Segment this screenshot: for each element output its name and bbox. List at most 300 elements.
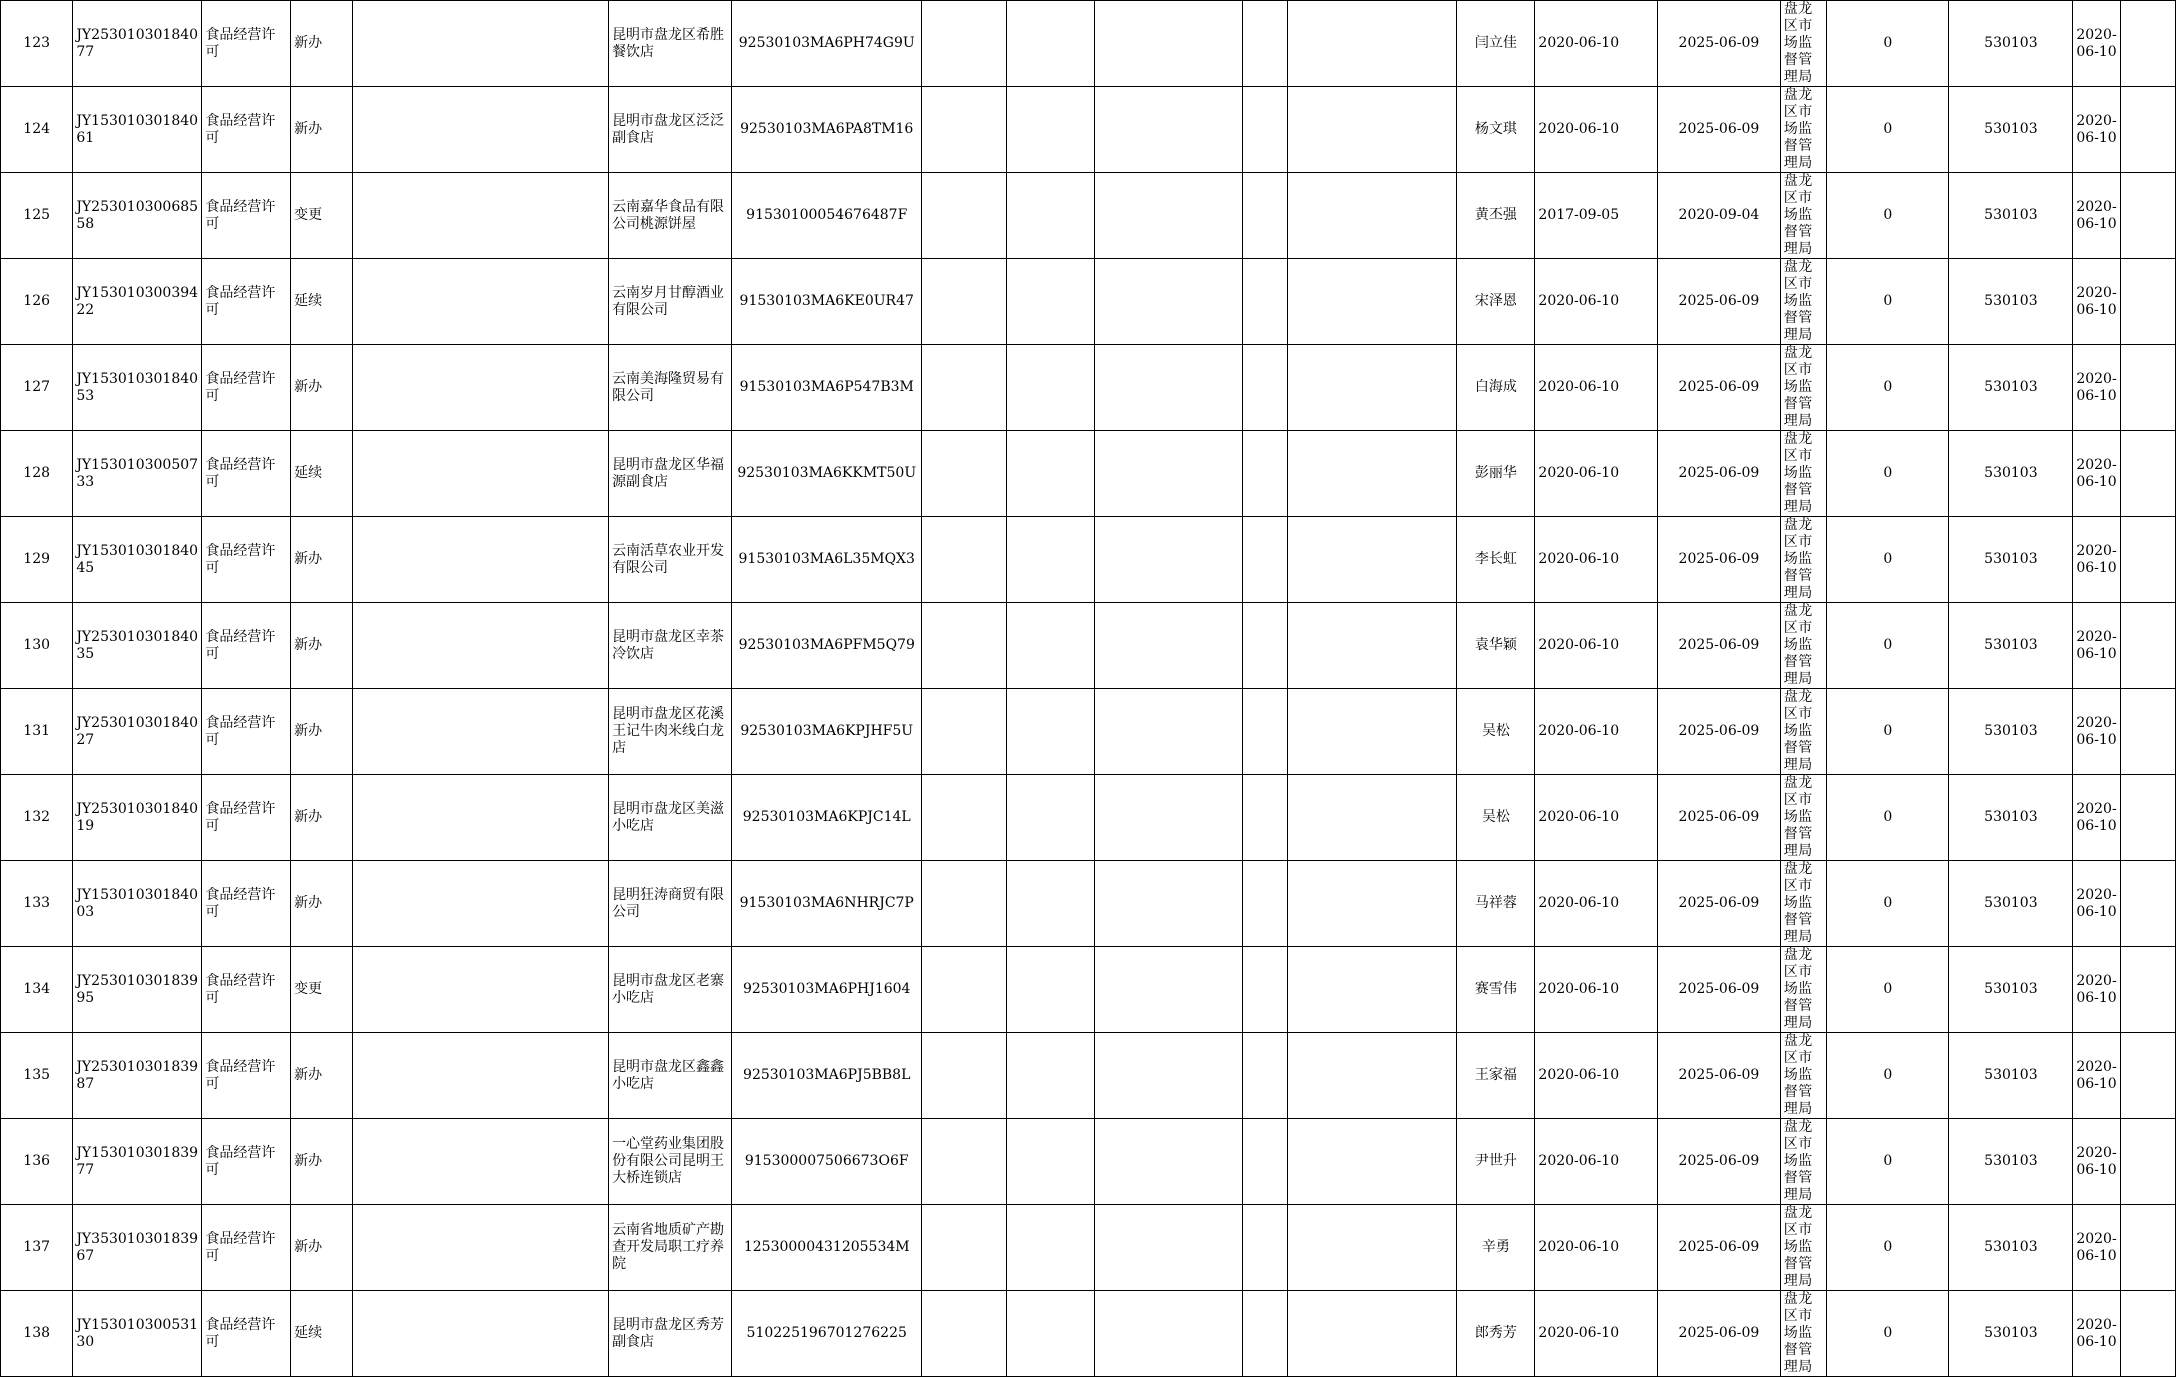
application-type-cell[interactable]: 变更 bbox=[291, 173, 353, 259]
status-cell[interactable]: 0 bbox=[1827, 1, 1949, 87]
business-name-cell[interactable]: 昆明市盘龙区希胜餐饮店 bbox=[609, 1, 732, 87]
credit-code-cell[interactable]: 91530103MA6P547B3M bbox=[732, 345, 922, 431]
business-name-cell[interactable]: 昆明市盘龙区鑫鑫小吃店 bbox=[609, 1033, 732, 1119]
decision-date-cell[interactable]: 2020-06-10 bbox=[2073, 1205, 2120, 1291]
empty-cell[interactable] bbox=[1095, 431, 1243, 517]
area-code-cell[interactable]: 530103 bbox=[1949, 345, 2073, 431]
empty-cell[interactable] bbox=[2120, 775, 2175, 861]
row-number-cell[interactable]: 127 bbox=[1, 345, 73, 431]
empty-cell[interactable] bbox=[1242, 1033, 1287, 1119]
issuing-authority-cell[interactable]: 盘龙区市场监督管理局 bbox=[1780, 431, 1827, 517]
credit-code-cell[interactable]: 92530103MA6KPJC14L bbox=[732, 775, 922, 861]
empty-cell[interactable] bbox=[1242, 259, 1287, 345]
empty-cell[interactable] bbox=[1288, 517, 1457, 603]
area-code-cell[interactable]: 530103 bbox=[1949, 603, 2073, 689]
valid-to-cell[interactable]: 2025-06-09 bbox=[1658, 517, 1781, 603]
license-category-cell[interactable]: 食品经营许可 bbox=[202, 173, 291, 259]
issuing-authority-cell[interactable]: 盘龙区市场监督管理局 bbox=[1780, 173, 1827, 259]
credit-code-cell[interactable]: 92530103MA6PA8TM16 bbox=[732, 87, 922, 173]
legal-person-cell[interactable]: 闫立佳 bbox=[1457, 1, 1535, 87]
empty-cell[interactable] bbox=[1006, 1205, 1095, 1291]
decision-date-cell[interactable]: 2020-06-10 bbox=[2073, 1, 2120, 87]
valid-to-cell[interactable]: 2025-06-09 bbox=[1658, 689, 1781, 775]
decision-date-cell[interactable]: 2020-06-10 bbox=[2073, 259, 2120, 345]
decision-date-cell[interactable]: 2020-06-10 bbox=[2073, 345, 2120, 431]
status-cell[interactable]: 0 bbox=[1827, 603, 1949, 689]
license-category-cell[interactable]: 食品经营许可 bbox=[202, 431, 291, 517]
legal-person-cell[interactable]: 李长虹 bbox=[1457, 517, 1535, 603]
business-name-cell[interactable]: 昆明市盘龙区美滋小吃店 bbox=[609, 775, 732, 861]
empty-cell[interactable] bbox=[2120, 861, 2175, 947]
application-type-cell[interactable]: 延续 bbox=[291, 1291, 353, 1377]
issuing-authority-cell[interactable]: 盘龙区市场监督管理局 bbox=[1780, 1119, 1827, 1205]
valid-to-cell[interactable]: 2025-06-09 bbox=[1658, 775, 1781, 861]
empty-cell[interactable] bbox=[1095, 1033, 1243, 1119]
empty-cell[interactable] bbox=[1006, 173, 1095, 259]
application-type-cell[interactable]: 新办 bbox=[291, 345, 353, 431]
status-cell[interactable]: 0 bbox=[1827, 87, 1949, 173]
empty-cell[interactable] bbox=[1006, 517, 1095, 603]
decision-date-cell[interactable]: 2020-06-10 bbox=[2073, 689, 2120, 775]
valid-to-cell[interactable]: 2025-06-09 bbox=[1658, 603, 1781, 689]
business-name-cell[interactable]: 昆明市盘龙区老寨小吃店 bbox=[609, 947, 732, 1033]
license-number-cell[interactable]: JY15301030053130 bbox=[73, 1291, 202, 1377]
empty-cell[interactable] bbox=[1288, 345, 1457, 431]
license-number-cell[interactable]: JY25301030068558 bbox=[73, 173, 202, 259]
empty-cell[interactable] bbox=[1288, 431, 1457, 517]
empty-cell[interactable] bbox=[1095, 1205, 1243, 1291]
empty-cell[interactable] bbox=[353, 1291, 609, 1377]
row-number-cell[interactable]: 133 bbox=[1, 861, 73, 947]
credit-code-cell[interactable]: 92530103MA6PFM5Q79 bbox=[732, 603, 922, 689]
empty-cell[interactable] bbox=[1095, 345, 1243, 431]
license-category-cell[interactable]: 食品经营许可 bbox=[202, 689, 291, 775]
legal-person-cell[interactable]: 王家福 bbox=[1457, 1033, 1535, 1119]
application-type-cell[interactable]: 延续 bbox=[291, 259, 353, 345]
license-category-cell[interactable]: 食品经营许可 bbox=[202, 517, 291, 603]
issuing-authority-cell[interactable]: 盘龙区市场监督管理局 bbox=[1780, 1205, 1827, 1291]
valid-to-cell[interactable]: 2025-06-09 bbox=[1658, 1, 1781, 87]
application-type-cell[interactable]: 新办 bbox=[291, 689, 353, 775]
valid-from-cell[interactable]: 2020-06-10 bbox=[1535, 1119, 1658, 1205]
empty-cell[interactable] bbox=[1095, 947, 1243, 1033]
empty-cell[interactable] bbox=[2120, 345, 2175, 431]
status-cell[interactable]: 0 bbox=[1827, 431, 1949, 517]
legal-person-cell[interactable]: 马祥蓉 bbox=[1457, 861, 1535, 947]
valid-to-cell[interactable]: 2020-09-04 bbox=[1658, 173, 1781, 259]
area-code-cell[interactable]: 530103 bbox=[1949, 1205, 2073, 1291]
row-number-cell[interactable]: 124 bbox=[1, 87, 73, 173]
empty-cell[interactable] bbox=[1242, 431, 1287, 517]
empty-cell[interactable] bbox=[2120, 1, 2175, 87]
valid-from-cell[interactable]: 2020-06-10 bbox=[1535, 431, 1658, 517]
empty-cell[interactable] bbox=[1242, 861, 1287, 947]
area-code-cell[interactable]: 530103 bbox=[1949, 517, 2073, 603]
empty-cell[interactable] bbox=[1006, 689, 1095, 775]
empty-cell[interactable] bbox=[1242, 173, 1287, 259]
valid-from-cell[interactable]: 2020-06-10 bbox=[1535, 1033, 1658, 1119]
license-number-cell[interactable]: JY35301030183967 bbox=[73, 1205, 202, 1291]
issuing-authority-cell[interactable]: 盘龙区市场监督管理局 bbox=[1780, 689, 1827, 775]
empty-cell[interactable] bbox=[1288, 1033, 1457, 1119]
valid-from-cell[interactable]: 2020-06-10 bbox=[1535, 775, 1658, 861]
empty-cell[interactable] bbox=[1095, 173, 1243, 259]
status-cell[interactable]: 0 bbox=[1827, 689, 1949, 775]
area-code-cell[interactable]: 530103 bbox=[1949, 947, 2073, 1033]
empty-cell[interactable] bbox=[1095, 1, 1243, 87]
empty-cell[interactable] bbox=[2120, 947, 2175, 1033]
legal-person-cell[interactable]: 彭丽华 bbox=[1457, 431, 1535, 517]
legal-person-cell[interactable]: 宋泽恩 bbox=[1457, 259, 1535, 345]
empty-cell[interactable] bbox=[2120, 1119, 2175, 1205]
decision-date-cell[interactable]: 2020-06-10 bbox=[2073, 1033, 2120, 1119]
application-type-cell[interactable]: 新办 bbox=[291, 1, 353, 87]
valid-to-cell[interactable]: 2025-06-09 bbox=[1658, 87, 1781, 173]
status-cell[interactable]: 0 bbox=[1827, 173, 1949, 259]
status-cell[interactable]: 0 bbox=[1827, 861, 1949, 947]
application-type-cell[interactable]: 新办 bbox=[291, 1033, 353, 1119]
empty-cell[interactable] bbox=[2120, 517, 2175, 603]
row-number-cell[interactable]: 135 bbox=[1, 1033, 73, 1119]
area-code-cell[interactable]: 530103 bbox=[1949, 1, 2073, 87]
empty-cell[interactable] bbox=[2120, 1033, 2175, 1119]
valid-to-cell[interactable]: 2025-06-09 bbox=[1658, 259, 1781, 345]
empty-cell[interactable] bbox=[1095, 1291, 1243, 1377]
row-number-cell[interactable]: 128 bbox=[1, 431, 73, 517]
issuing-authority-cell[interactable]: 盘龙区市场监督管理局 bbox=[1780, 1291, 1827, 1377]
business-name-cell[interactable]: 昆明市盘龙区泛泛副食店 bbox=[609, 87, 732, 173]
valid-to-cell[interactable]: 2025-06-09 bbox=[1658, 1033, 1781, 1119]
decision-date-cell[interactable]: 2020-06-10 bbox=[2073, 775, 2120, 861]
status-cell[interactable]: 0 bbox=[1827, 259, 1949, 345]
credit-code-cell[interactable]: 12530000431205534M bbox=[732, 1205, 922, 1291]
empty-cell[interactable] bbox=[1095, 517, 1243, 603]
row-number-cell[interactable]: 136 bbox=[1, 1119, 73, 1205]
empty-cell[interactable] bbox=[922, 517, 1007, 603]
credit-code-cell[interactable]: 92530103MA6PH74G9U bbox=[732, 1, 922, 87]
empty-cell[interactable] bbox=[1006, 947, 1095, 1033]
area-code-cell[interactable]: 530103 bbox=[1949, 861, 2073, 947]
valid-to-cell[interactable]: 2025-06-09 bbox=[1658, 431, 1781, 517]
business-name-cell[interactable]: 昆明市盘龙区幸茶冷饮店 bbox=[609, 603, 732, 689]
empty-cell[interactable] bbox=[2120, 1205, 2175, 1291]
valid-to-cell[interactable]: 2025-06-09 bbox=[1658, 1205, 1781, 1291]
empty-cell[interactable] bbox=[1006, 861, 1095, 947]
legal-person-cell[interactable]: 吴松 bbox=[1457, 775, 1535, 861]
empty-cell[interactable] bbox=[1288, 861, 1457, 947]
row-number-cell[interactable]: 123 bbox=[1, 1, 73, 87]
license-number-cell[interactable]: JY25301030184077 bbox=[73, 1, 202, 87]
row-number-cell[interactable]: 138 bbox=[1, 1291, 73, 1377]
empty-cell[interactable] bbox=[1242, 1, 1287, 87]
empty-cell[interactable] bbox=[922, 947, 1007, 1033]
legal-person-cell[interactable]: 郎秀芳 bbox=[1457, 1291, 1535, 1377]
valid-to-cell[interactable]: 2025-06-09 bbox=[1658, 1291, 1781, 1377]
empty-cell[interactable] bbox=[353, 1033, 609, 1119]
area-code-cell[interactable]: 530103 bbox=[1949, 431, 2073, 517]
decision-date-cell[interactable]: 2020-06-10 bbox=[2073, 861, 2120, 947]
license-category-cell[interactable]: 食品经营许可 bbox=[202, 603, 291, 689]
empty-cell[interactable] bbox=[1095, 87, 1243, 173]
issuing-authority-cell[interactable]: 盘龙区市场监督管理局 bbox=[1780, 603, 1827, 689]
decision-date-cell[interactable]: 2020-06-10 bbox=[2073, 517, 2120, 603]
valid-from-cell[interactable]: 2020-06-10 bbox=[1535, 517, 1658, 603]
license-category-cell[interactable]: 食品经营许可 bbox=[202, 1119, 291, 1205]
license-category-cell[interactable]: 食品经营许可 bbox=[202, 947, 291, 1033]
license-category-cell[interactable]: 食品经营许可 bbox=[202, 87, 291, 173]
application-type-cell[interactable]: 新办 bbox=[291, 1119, 353, 1205]
empty-cell[interactable] bbox=[353, 775, 609, 861]
license-category-cell[interactable]: 食品经营许可 bbox=[202, 1033, 291, 1119]
empty-cell[interactable] bbox=[1288, 689, 1457, 775]
empty-cell[interactable] bbox=[353, 1, 609, 87]
status-cell[interactable]: 0 bbox=[1827, 517, 1949, 603]
area-code-cell[interactable]: 530103 bbox=[1949, 1033, 2073, 1119]
decision-date-cell[interactable]: 2020-06-10 bbox=[2073, 603, 2120, 689]
valid-from-cell[interactable]: 2020-06-10 bbox=[1535, 1291, 1658, 1377]
legal-person-cell[interactable]: 白海成 bbox=[1457, 345, 1535, 431]
empty-cell[interactable] bbox=[353, 689, 609, 775]
empty-cell[interactable] bbox=[353, 259, 609, 345]
legal-person-cell[interactable]: 辛勇 bbox=[1457, 1205, 1535, 1291]
license-number-cell[interactable]: JY15301030050733 bbox=[73, 431, 202, 517]
credit-code-cell[interactable]: 510225196701276225 bbox=[732, 1291, 922, 1377]
application-type-cell[interactable]: 新办 bbox=[291, 1205, 353, 1291]
empty-cell[interactable] bbox=[1095, 775, 1243, 861]
valid-from-cell[interactable]: 2017-09-05 bbox=[1535, 173, 1658, 259]
empty-cell[interactable] bbox=[922, 431, 1007, 517]
valid-from-cell[interactable]: 2020-06-10 bbox=[1535, 1, 1658, 87]
empty-cell[interactable] bbox=[1288, 603, 1457, 689]
empty-cell[interactable] bbox=[1288, 1205, 1457, 1291]
status-cell[interactable]: 0 bbox=[1827, 775, 1949, 861]
legal-person-cell[interactable]: 吴松 bbox=[1457, 689, 1535, 775]
row-number-cell[interactable]: 129 bbox=[1, 517, 73, 603]
valid-to-cell[interactable]: 2025-06-09 bbox=[1658, 345, 1781, 431]
empty-cell[interactable] bbox=[1006, 1, 1095, 87]
credit-code-cell[interactable]: 92530103MA6KKMT50U bbox=[732, 431, 922, 517]
empty-cell[interactable] bbox=[2120, 689, 2175, 775]
valid-from-cell[interactable]: 2020-06-10 bbox=[1535, 345, 1658, 431]
issuing-authority-cell[interactable]: 盘龙区市场监督管理局 bbox=[1780, 517, 1827, 603]
valid-from-cell[interactable]: 2020-06-10 bbox=[1535, 603, 1658, 689]
license-number-cell[interactable]: JY25301030184027 bbox=[73, 689, 202, 775]
empty-cell[interactable] bbox=[1095, 603, 1243, 689]
license-category-cell[interactable]: 食品经营许可 bbox=[202, 775, 291, 861]
credit-code-cell[interactable]: 91530103MA6NHRJC7P bbox=[732, 861, 922, 947]
business-name-cell[interactable]: 云南美海隆贸易有限公司 bbox=[609, 345, 732, 431]
application-type-cell[interactable]: 新办 bbox=[291, 603, 353, 689]
valid-to-cell[interactable]: 2025-06-09 bbox=[1658, 1119, 1781, 1205]
empty-cell[interactable] bbox=[922, 345, 1007, 431]
empty-cell[interactable] bbox=[1288, 173, 1457, 259]
business-name-cell[interactable]: 一心堂药业集团股份有限公司昆明王大桥连锁店 bbox=[609, 1119, 732, 1205]
empty-cell[interactable] bbox=[1006, 1119, 1095, 1205]
area-code-cell[interactable]: 530103 bbox=[1949, 259, 2073, 345]
application-type-cell[interactable]: 新办 bbox=[291, 87, 353, 173]
valid-from-cell[interactable]: 2020-06-10 bbox=[1535, 259, 1658, 345]
legal-person-cell[interactable]: 赛雪伟 bbox=[1457, 947, 1535, 1033]
business-name-cell[interactable]: 昆明市盘龙区花溪王记牛肉米线白龙店 bbox=[609, 689, 732, 775]
decision-date-cell[interactable]: 2020-06-10 bbox=[2073, 1291, 2120, 1377]
empty-cell[interactable] bbox=[922, 1119, 1007, 1205]
status-cell[interactable]: 0 bbox=[1827, 947, 1949, 1033]
empty-cell[interactable] bbox=[922, 173, 1007, 259]
empty-cell[interactable] bbox=[353, 1119, 609, 1205]
license-number-cell[interactable]: JY15301030183977 bbox=[73, 1119, 202, 1205]
issuing-authority-cell[interactable]: 盘龙区市场监督管理局 bbox=[1780, 1, 1827, 87]
row-number-cell[interactable]: 134 bbox=[1, 947, 73, 1033]
empty-cell[interactable] bbox=[2120, 431, 2175, 517]
empty-cell[interactable] bbox=[1242, 517, 1287, 603]
valid-from-cell[interactable]: 2020-06-10 bbox=[1535, 947, 1658, 1033]
issuing-authority-cell[interactable]: 盘龙区市场监督管理局 bbox=[1780, 861, 1827, 947]
empty-cell[interactable] bbox=[1095, 259, 1243, 345]
empty-cell[interactable] bbox=[1242, 1119, 1287, 1205]
empty-cell[interactable] bbox=[1095, 861, 1243, 947]
empty-cell[interactable] bbox=[1095, 689, 1243, 775]
issuing-authority-cell[interactable]: 盘龙区市场监督管理局 bbox=[1780, 947, 1827, 1033]
business-name-cell[interactable]: 昆明狂涛商贸有限公司 bbox=[609, 861, 732, 947]
credit-code-cell[interactable]: 91530103MA6KE0UR47 bbox=[732, 259, 922, 345]
credit-code-cell[interactable]: 92530103MA6KPJHF5U bbox=[732, 689, 922, 775]
area-code-cell[interactable]: 530103 bbox=[1949, 173, 2073, 259]
application-type-cell[interactable]: 新办 bbox=[291, 517, 353, 603]
empty-cell[interactable] bbox=[922, 87, 1007, 173]
empty-cell[interactable] bbox=[1242, 775, 1287, 861]
empty-cell[interactable] bbox=[1288, 87, 1457, 173]
empty-cell[interactable] bbox=[922, 1033, 1007, 1119]
area-code-cell[interactable]: 530103 bbox=[1949, 689, 2073, 775]
area-code-cell[interactable]: 530103 bbox=[1949, 87, 2073, 173]
empty-cell[interactable] bbox=[1288, 1119, 1457, 1205]
business-name-cell[interactable]: 云南岁月甘醇酒业有限公司 bbox=[609, 259, 732, 345]
empty-cell[interactable] bbox=[922, 689, 1007, 775]
empty-cell[interactable] bbox=[1006, 431, 1095, 517]
empty-cell[interactable] bbox=[2120, 87, 2175, 173]
decision-date-cell[interactable]: 2020-06-10 bbox=[2073, 947, 2120, 1033]
empty-cell[interactable] bbox=[1288, 259, 1457, 345]
empty-cell[interactable] bbox=[1288, 1291, 1457, 1377]
license-number-cell[interactable]: JY15301030184053 bbox=[73, 345, 202, 431]
empty-cell[interactable] bbox=[922, 1, 1007, 87]
issuing-authority-cell[interactable]: 盘龙区市场监督管理局 bbox=[1780, 775, 1827, 861]
legal-person-cell[interactable]: 杨文琪 bbox=[1457, 87, 1535, 173]
empty-cell[interactable] bbox=[922, 1205, 1007, 1291]
area-code-cell[interactable]: 530103 bbox=[1949, 1291, 2073, 1377]
row-number-cell[interactable]: 126 bbox=[1, 259, 73, 345]
empty-cell[interactable] bbox=[353, 861, 609, 947]
business-name-cell[interactable]: 云南嘉华食品有限公司桃源饼屋 bbox=[609, 173, 732, 259]
legal-person-cell[interactable]: 袁华颖 bbox=[1457, 603, 1535, 689]
valid-from-cell[interactable]: 2020-06-10 bbox=[1535, 87, 1658, 173]
row-number-cell[interactable]: 130 bbox=[1, 603, 73, 689]
area-code-cell[interactable]: 530103 bbox=[1949, 775, 2073, 861]
empty-cell[interactable] bbox=[1006, 775, 1095, 861]
empty-cell[interactable] bbox=[353, 345, 609, 431]
valid-from-cell[interactable]: 2020-06-10 bbox=[1535, 1205, 1658, 1291]
application-type-cell[interactable]: 变更 bbox=[291, 947, 353, 1033]
empty-cell[interactable] bbox=[2120, 603, 2175, 689]
business-name-cell[interactable]: 昆明市盘龙区秀芳副食店 bbox=[609, 1291, 732, 1377]
empty-cell[interactable] bbox=[2120, 1291, 2175, 1377]
empty-cell[interactable] bbox=[1006, 603, 1095, 689]
empty-cell[interactable] bbox=[1288, 1, 1457, 87]
license-number-cell[interactable]: JY25301030184035 bbox=[73, 603, 202, 689]
empty-cell[interactable] bbox=[1006, 87, 1095, 173]
status-cell[interactable]: 0 bbox=[1827, 1119, 1949, 1205]
empty-cell[interactable] bbox=[353, 173, 609, 259]
empty-cell[interactable] bbox=[353, 947, 609, 1033]
decision-date-cell[interactable]: 2020-06-10 bbox=[2073, 87, 2120, 173]
empty-cell[interactable] bbox=[1006, 1033, 1095, 1119]
credit-code-cell[interactable]: 92530103MA6PHJ1604 bbox=[732, 947, 922, 1033]
license-category-cell[interactable]: 食品经营许可 bbox=[202, 259, 291, 345]
license-number-cell[interactable]: JY15301030039422 bbox=[73, 259, 202, 345]
empty-cell[interactable] bbox=[922, 861, 1007, 947]
decision-date-cell[interactable]: 2020-06-10 bbox=[2073, 431, 2120, 517]
empty-cell[interactable] bbox=[1006, 259, 1095, 345]
empty-cell[interactable] bbox=[353, 431, 609, 517]
row-number-cell[interactable]: 131 bbox=[1, 689, 73, 775]
empty-cell[interactable] bbox=[353, 1205, 609, 1291]
area-code-cell[interactable]: 530103 bbox=[1949, 1119, 2073, 1205]
valid-from-cell[interactable]: 2020-06-10 bbox=[1535, 861, 1658, 947]
license-number-cell[interactable]: JY15301030184003 bbox=[73, 861, 202, 947]
business-name-cell[interactable]: 云南省地质矿产勘查开发局职工疗养院 bbox=[609, 1205, 732, 1291]
valid-from-cell[interactable]: 2020-06-10 bbox=[1535, 689, 1658, 775]
empty-cell[interactable] bbox=[1242, 603, 1287, 689]
empty-cell[interactable] bbox=[1242, 1291, 1287, 1377]
empty-cell[interactable] bbox=[1288, 775, 1457, 861]
license-category-cell[interactable]: 食品经营许可 bbox=[202, 345, 291, 431]
decision-date-cell[interactable]: 2020-06-10 bbox=[2073, 1119, 2120, 1205]
empty-cell[interactable] bbox=[1095, 1119, 1243, 1205]
empty-cell[interactable] bbox=[1006, 345, 1095, 431]
license-number-cell[interactable]: JY25301030184019 bbox=[73, 775, 202, 861]
issuing-authority-cell[interactable]: 盘龙区市场监督管理局 bbox=[1780, 345, 1827, 431]
empty-cell[interactable] bbox=[2120, 173, 2175, 259]
license-number-cell[interactable]: JY15301030184045 bbox=[73, 517, 202, 603]
status-cell[interactable]: 0 bbox=[1827, 345, 1949, 431]
credit-code-cell[interactable]: 915300007506673O6F bbox=[732, 1119, 922, 1205]
issuing-authority-cell[interactable]: 盘龙区市场监督管理局 bbox=[1780, 1033, 1827, 1119]
empty-cell[interactable] bbox=[353, 87, 609, 173]
decision-date-cell[interactable]: 2020-06-10 bbox=[2073, 173, 2120, 259]
license-number-cell[interactable]: JY25301030183995 bbox=[73, 947, 202, 1033]
license-number-cell[interactable]: JY25301030183987 bbox=[73, 1033, 202, 1119]
credit-code-cell[interactable]: 92530103MA6PJ5BB8L bbox=[732, 1033, 922, 1119]
empty-cell[interactable] bbox=[1242, 345, 1287, 431]
row-number-cell[interactable]: 132 bbox=[1, 775, 73, 861]
credit-code-cell[interactable]: 91530103MA6L35MQX3 bbox=[732, 517, 922, 603]
empty-cell[interactable] bbox=[1242, 947, 1287, 1033]
status-cell[interactable]: 0 bbox=[1827, 1291, 1949, 1377]
issuing-authority-cell[interactable]: 盘龙区市场监督管理局 bbox=[1780, 259, 1827, 345]
credit-code-cell[interactable]: 91530100054676487F bbox=[732, 173, 922, 259]
empty-cell[interactable] bbox=[1242, 1205, 1287, 1291]
valid-to-cell[interactable]: 2025-06-09 bbox=[1658, 861, 1781, 947]
license-number-cell[interactable]: JY15301030184061 bbox=[73, 87, 202, 173]
license-category-cell[interactable]: 食品经营许可 bbox=[202, 1205, 291, 1291]
empty-cell[interactable] bbox=[1006, 1291, 1095, 1377]
empty-cell[interactable] bbox=[353, 603, 609, 689]
valid-to-cell[interactable]: 2025-06-09 bbox=[1658, 947, 1781, 1033]
row-number-cell[interactable]: 125 bbox=[1, 173, 73, 259]
application-type-cell[interactable]: 延续 bbox=[291, 431, 353, 517]
application-type-cell[interactable]: 新办 bbox=[291, 861, 353, 947]
business-name-cell[interactable]: 昆明市盘龙区华福源副食店 bbox=[609, 431, 732, 517]
